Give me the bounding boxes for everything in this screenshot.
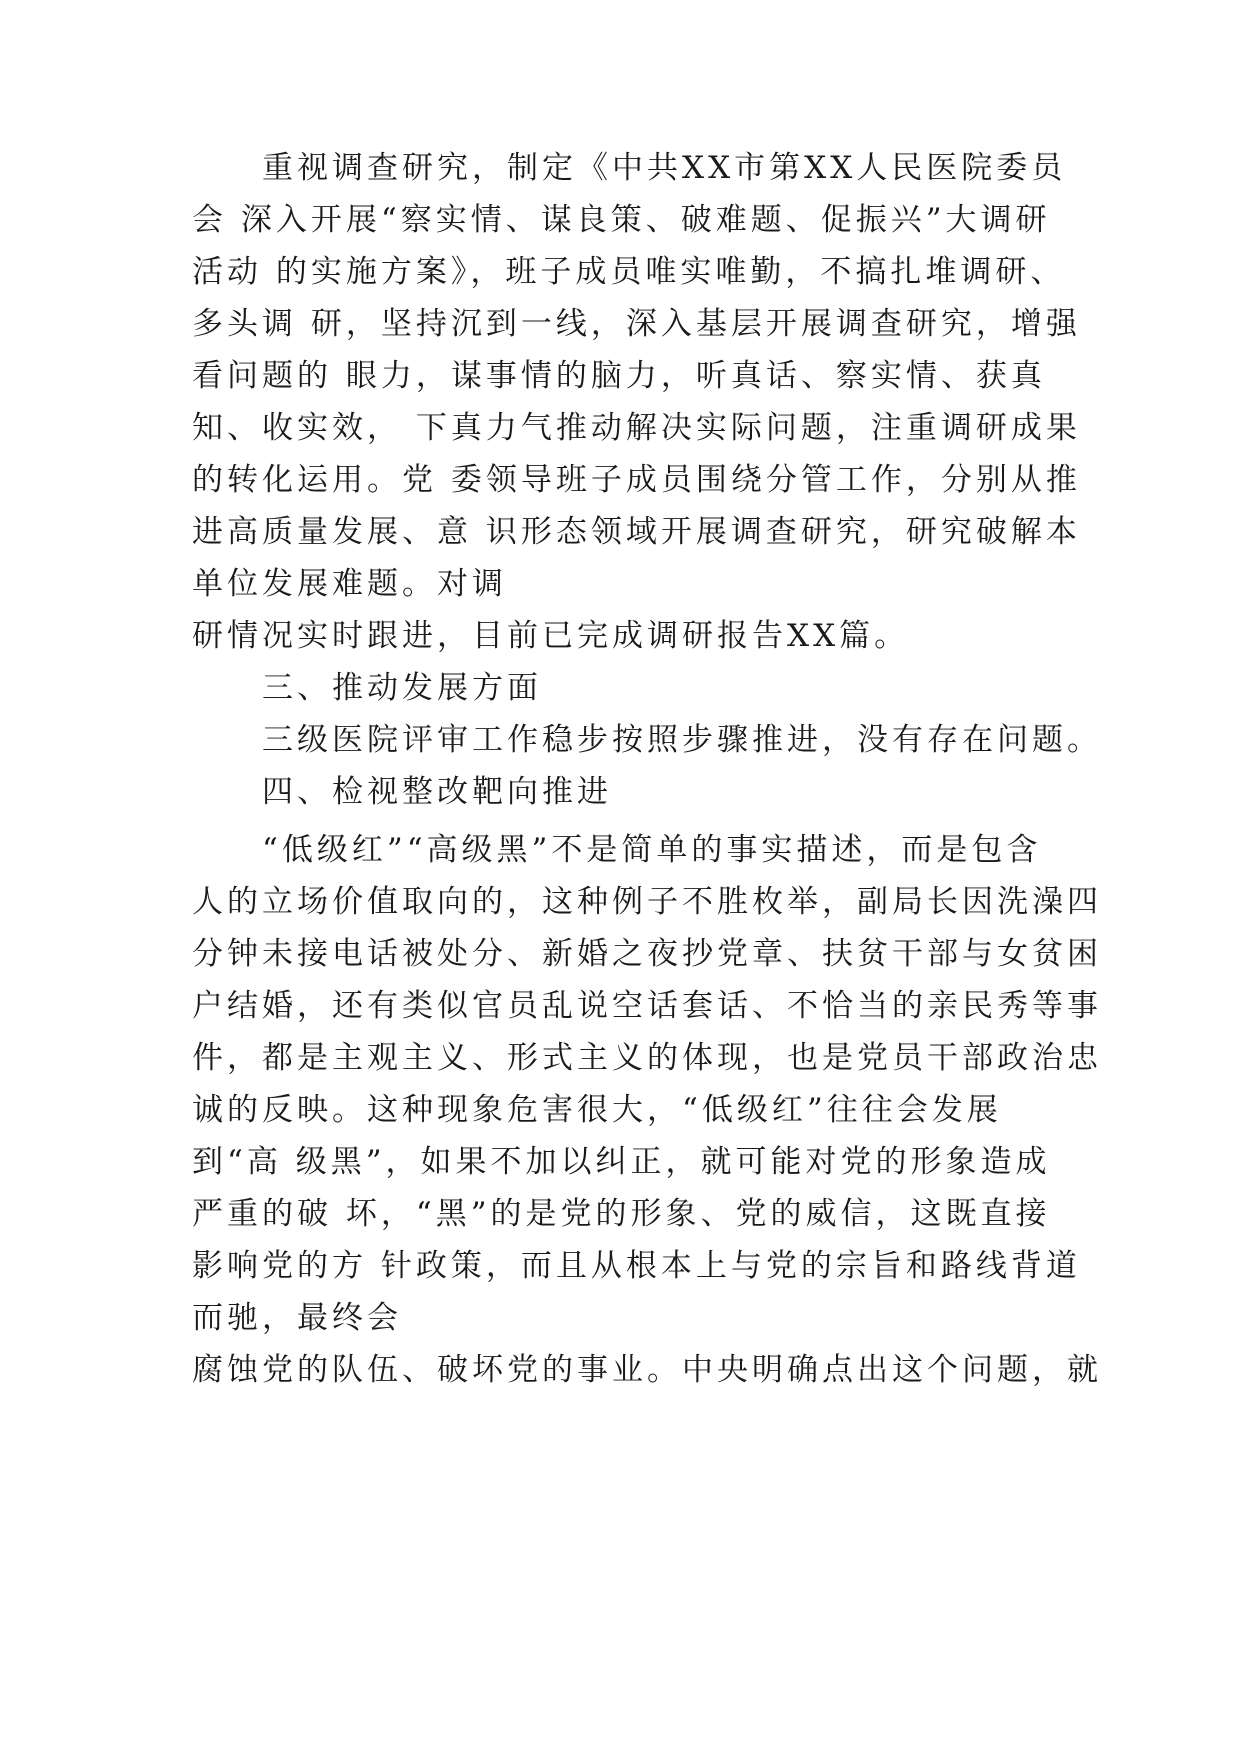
paragraph-research-line-4: 多头调 研，坚持沉到一线，深入基层开展调查研究，增强 [192, 306, 1081, 342]
paragraph-rectification-line-3: 分钟未接电话被处分、新婚之夜抄党章、扶贫干部与女贫困 [192, 936, 1102, 972]
paragraph-hospital-review: 三级医院评审工作稳步按照步骤推进，没有存在问题。 [262, 722, 1102, 758]
paragraph-research-line-9: 单位发展难题。对调 [192, 566, 507, 602]
paragraph-research-line-10: 研情况实时跟进，目前已完成调研报告XX篇。 [192, 618, 910, 654]
paragraph-rectification-line-7: 到“高 级黑”，如果不加以纠正，就可能对党的形象造成 [192, 1144, 1051, 1180]
paragraph-research-line-6: 知、收实效， 下真力气推动解决实际问题，注重调研成果 [192, 410, 1081, 446]
paragraph-rectification-line-8: 严重的破 坏，“黑”的是党的形象、党的威信，这既直接 [192, 1196, 1051, 1232]
section-heading-4: 四、检视整改靶向推进 [262, 774, 612, 810]
paragraph-research-line-2: 会 深入开展“察实情、谋良策、破难题、促振兴”大调研 [192, 202, 1051, 238]
paragraph-rectification-line-6: 诚的反映。这种现象危害很大，“低级红”往往会发展 [192, 1092, 1002, 1128]
paragraph-research-line-7: 的转化运用。党 委领导班子成员围绕分管工作，分别从推 [192, 462, 1081, 498]
paragraph-rectification-line-11: 腐蚀党的队伍、破坏党的事业。中央明确点出这个问题，就 [192, 1352, 1102, 1388]
section-heading-3: 三、推动发展方面 [262, 670, 542, 706]
paragraph-research-line-1: 重视调查研究，制定《中共XX市第XX人民医院委员 [262, 150, 1067, 186]
paragraph-research-line-8: 进高质量发展、意 识形态领域开展调查研究，研究破解本 [192, 514, 1081, 550]
paragraph-rectification-line-2: 人的立场价值取向的，这种例子不胜枚举，副局长因洗澡四 [192, 884, 1102, 920]
paragraph-research-line-3: 活动 的实施方案》，班子成员唯实唯勤，不搞扎堆调研、 [192, 254, 1066, 290]
paragraph-rectification-line-9: 影响党的方 针政策，而且从根本上与党的宗旨和路线背道 [192, 1248, 1081, 1284]
paragraph-rectification-line-5: 件，都是主观主义、形式主义的体现，也是党员干部政治忠 [192, 1040, 1102, 1076]
paragraph-rectification-line-4: 户结婚，还有类似官员乱说空话套话、不恰当的亲民秀等事 [192, 988, 1102, 1024]
paragraph-rectification-line-10: 而驰，最终会 [192, 1300, 402, 1336]
paragraph-rectification-line-1: “低级红”“高级黑”不是简单的事实描述，而是包含 [262, 832, 1042, 868]
paragraph-research-line-5: 看问题的 眼力，谋事情的脑力，听真话、察实情、获真 [192, 358, 1046, 394]
